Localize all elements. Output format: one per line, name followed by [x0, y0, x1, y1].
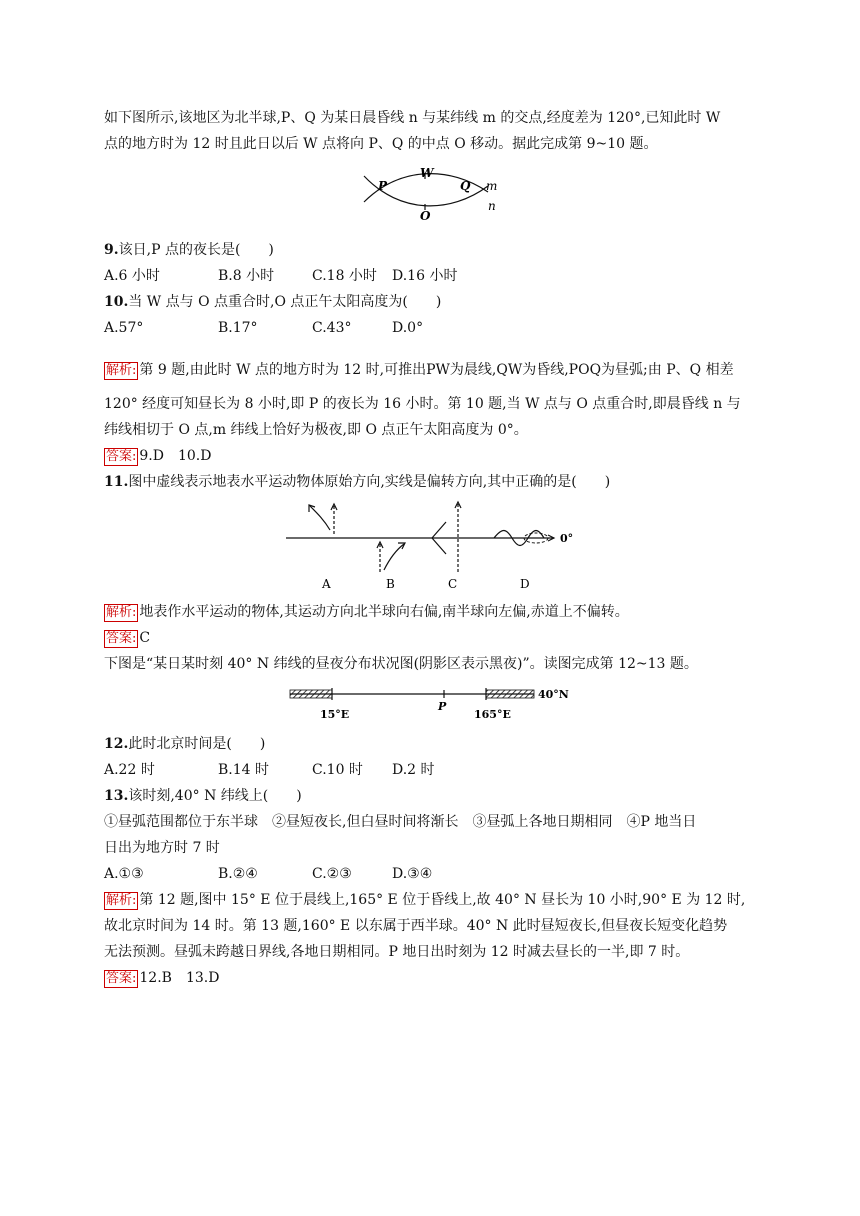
answer-text: 9.D 10.D — [139, 448, 212, 464]
question-12-number: 12. — [104, 736, 129, 752]
figure-40n-daynight — [286, 682, 586, 726]
label-b: B — [386, 577, 395, 591]
analysis-tag: 解析: — [106, 893, 137, 908]
label-p: P — [378, 179, 388, 193]
label-zero-degree: 0° — [560, 532, 574, 545]
intro-line-1: 如下图所示,该地区为北半球,P、Q 为某日晨昏线 n 与某纬线 m 的交点,经度差为 120°,已知此时 W — [104, 110, 721, 126]
answer-11 — [104, 628, 150, 648]
option-c: C.18 小时 — [312, 268, 377, 284]
answer-tag: 答案: — [106, 449, 137, 464]
analysis-text: 第 12 题,图中 15° E 位于晨线上,165° E 位于昏线上,故 40° N 昼长为 10 小时,90° E 为 12 时, — [139, 892, 746, 908]
option-b: B.14 时 — [218, 762, 270, 778]
label-w: W — [420, 166, 434, 180]
option-a: A.22 时 — [104, 762, 155, 778]
answer-text: 12.B 13.D — [139, 970, 220, 986]
night-segment-right — [486, 690, 534, 698]
option-a: A.6 小时 — [104, 268, 160, 284]
label-15e: 15°E — [320, 708, 350, 721]
label-c: C — [448, 577, 458, 591]
intro-2: 下图是“某日某时刻 40° N 纬线的昼夜分布状况图(阴影区表示黑夜)”。读图完成第 12~13 题。 — [104, 656, 698, 672]
label-40n: 40°N — [538, 688, 569, 701]
label-m: m — [486, 179, 498, 193]
option-c: C.43° — [312, 320, 352, 336]
option-d: D.0° — [392, 320, 424, 336]
option-d: D.2 时 — [392, 762, 435, 778]
question-9-stem: 该日,P 点的夜长是( ) — [118, 242, 274, 258]
analysis-tag: 解析: — [106, 605, 137, 620]
option-c: C.②③ — [312, 866, 352, 882]
question-10 — [104, 292, 441, 312]
answer-tag: 答案: — [106, 971, 137, 986]
question-12-stem: 此时北京时间是( ) — [128, 736, 266, 752]
option-a: A.①③ — [104, 866, 144, 882]
analysis-12-13-line-1 — [104, 890, 745, 910]
question-9 — [104, 240, 274, 260]
analysis-tag: 解析: — [106, 363, 137, 378]
question-13 — [104, 786, 302, 806]
question-11-stem: 图中虚线表示地表水平运动物体原始方向,实线是偏转方向,其中正确的是( ) — [128, 474, 611, 490]
option-b: B.17° — [218, 320, 258, 336]
option-b: B.②④ — [218, 866, 258, 882]
analysis-12-13-line-2: 故北京时间为 14 时。第 13 题,160° E 以东属于西半球。40° N 此时昼短夜长,但昼夜长短变化趋势 — [104, 918, 728, 934]
analysis-text: 地表作水平运动的物体,其运动方向北半球向右偏,南半球向左偏,赤道上不偏转。 — [139, 604, 629, 620]
answer-12-13 — [104, 968, 219, 988]
option-d: D.③④ — [392, 866, 433, 882]
answer-tag: 答案: — [106, 631, 137, 646]
intro-line-2: 点的地方时为 12 时且此日以后 W 点将向 P、Q 的中点 O 移动。据此完成第 9~10 题。 — [104, 136, 658, 152]
label-d: D — [520, 577, 530, 591]
question-9-number: 9. — [104, 242, 119, 258]
question-10-stem: 当 W 点与 O 点重合时,O 点正午太阳高度为( ) — [128, 294, 442, 310]
label-o: O — [420, 209, 431, 223]
option-a: A.57° — [104, 320, 144, 336]
question-13-stem: 该时刻,40° N 纬线上( ) — [128, 788, 302, 804]
label-q: Q — [460, 179, 471, 193]
analysis-9-10-line-3: 纬线相切于 O 点,m 纬线上恰好为极夜,即 O 点正午太阳高度为 0°。 — [104, 422, 528, 438]
analysis-text: 第 9 题,由此时 W 点的地方时为 12 时,可推出PW为晨线,QW为昏线,POQ为昼弧;由 P、Q 相差 — [139, 362, 734, 378]
option-d: D.16 小时 — [392, 268, 458, 284]
option-b: B.8 小时 — [218, 268, 275, 284]
answer-9-10 — [104, 446, 211, 466]
answer-text: C — [139, 630, 151, 646]
question-12 — [104, 734, 265, 754]
question-11-number: 11. — [104, 474, 129, 490]
option-c: C.10 时 — [312, 762, 363, 778]
label-165e: 165°E — [474, 708, 511, 721]
question-13-statements-2: 日出为地方时 7 时 — [104, 840, 220, 856]
label-p: P — [438, 700, 447, 713]
label-a: A — [322, 577, 331, 591]
figure-terminator-diagram — [360, 166, 520, 226]
figure-deflection-diagram — [284, 498, 594, 598]
question-11 — [104, 472, 610, 492]
question-10-number: 10. — [104, 294, 129, 310]
analysis-9-10-line-1 — [104, 360, 734, 380]
label-n: n — [488, 199, 496, 213]
analysis-12-13-line-3: 无法预测。昼弧未跨越日界线,各地日期相同。P 地日出时刻为 12 时减去昼长的一半,即 7 时。 — [104, 944, 690, 960]
analysis-11 — [104, 602, 629, 622]
question-13-statements-1: ①昼弧范围都位于东半球 ②昼短夜长,但白昼时间将渐长 ③昼弧上各地日期相同 ④P 地当日 — [104, 814, 697, 830]
question-13-number: 13. — [104, 788, 129, 804]
analysis-9-10-line-2: 120° 经度可知昼长为 8 小时,即 P 的夜长为 16 小时。第 10 题,当 W 点与 O 点重合时,即晨昏线 n 与 — [104, 396, 741, 412]
